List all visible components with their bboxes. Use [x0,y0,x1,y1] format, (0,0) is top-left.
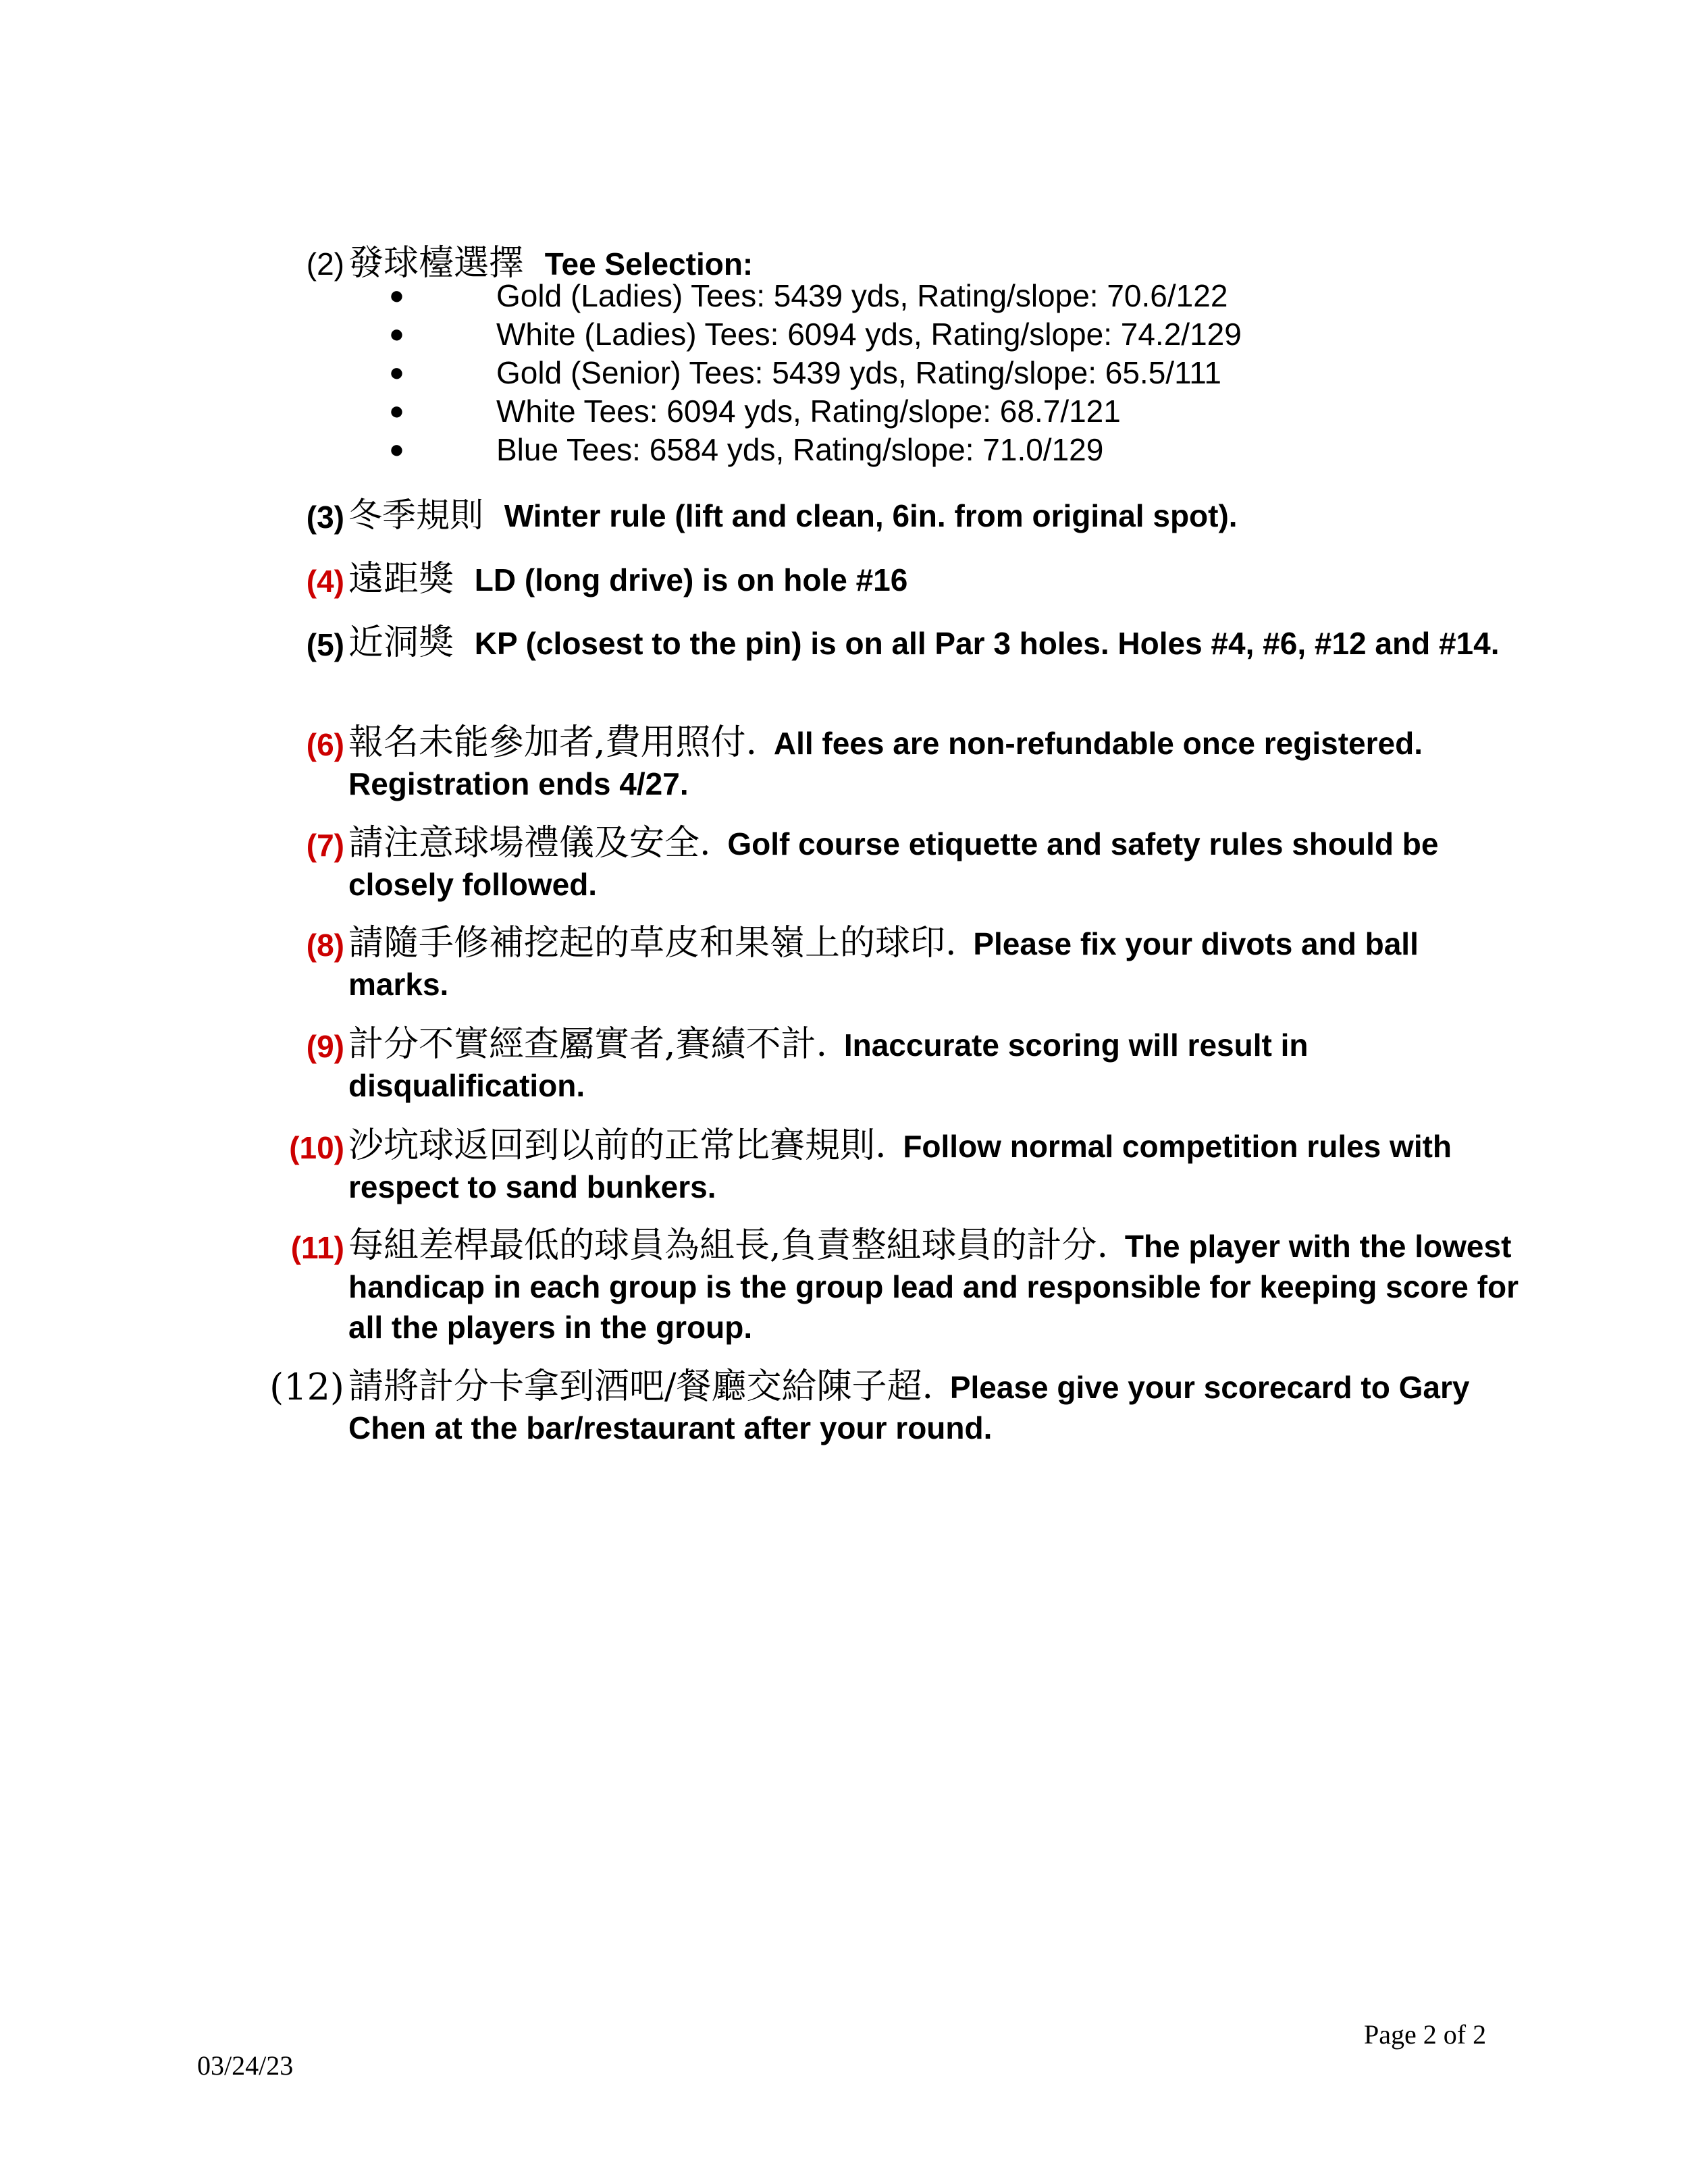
bullet-icon: ● [389,320,404,348]
item-chinese-text: 請將計分卡拿到酒吧/餐廳交給陳子超. [348,1366,934,1407]
tee-entry: Gold (Senior) Tees: 5439 yds, Rating/slope: 65.5/111 [496,355,1221,390]
item-english-text: Tee Selection: [544,246,754,282]
item-body [348,923,1523,1005]
item-number: (2) [306,246,344,282]
item-number: (7) [306,828,344,863]
item-english-text: Follow normal competition rules with respect to sand bunkers. [348,1129,1452,1204]
document-date: 03/24/23 [197,2050,294,2081]
item-chinese-text: 近洞獎 [348,622,454,663]
list-item [389,392,1404,431]
item-chinese-text: 報名未能參加者,費用照付. [348,722,758,763]
item-number: (8) [306,928,344,963]
bullet-icon: ● [389,435,404,464]
item-chinese-text: 請隨手修補挖起的草皮和果嶺上的球印. [348,923,957,963]
item-english-text: KP (closest to the pin) is on all Par 3 holes. Holes #4, #6, #12 and #14. [474,626,1500,661]
item-number: (12) [269,1366,344,1408]
item-chinese-text: 遠距獎 [348,559,454,600]
bullet-icon: ● [389,282,404,310]
item-body [348,1125,1523,1207]
item-chinese-text: 每組差桿最低的球員為組長,負責整組球員的計分. [348,1225,1109,1266]
item-number: (11) [290,1230,344,1265]
item-english-text: All fees are non-refundable once registered. Registration ends 4/27. [348,726,1423,801]
item-english-text: Golf course etiquette and safety rules should be closely followed. [348,826,1439,902]
item-number: (5) [306,627,344,662]
item-english-text: The player with the lowest handicap in each group is the group lead and responsible for keeping score for all the players in the group. [348,1229,1519,1345]
bullet-icon: ● [389,397,404,425]
item-chinese-text: 計分不實經查屬實者,賽績不計. [348,1024,828,1065]
item-english-text: Please give your scorecard to Gary Chen at the bar/restaurant after your round. [348,1370,1470,1445]
tee-entry: Blue Tees: 6584 yds, Rating/slope: 71.0/129 [496,432,1104,467]
item-number: (4) [306,564,344,599]
item-body [348,1024,1523,1106]
item-english-text: LD (long drive) is on hole #16 [474,562,908,597]
item-body [348,823,1523,905]
item-english-text: Winter rule (lift and clean, 6in. from original spot). [504,498,1238,533]
item-chinese-text: 冬季規則 [348,496,483,535]
item-english-text: Please fix your divots and ball marks. [348,926,1419,1002]
item-body [348,1366,1523,1448]
item-number: (6) [306,727,344,762]
item-number: (10) [289,1130,344,1165]
bullet-icon: ● [389,358,404,387]
item-chinese-text: 發球檯選擇 [348,243,525,284]
page-number: Page 2 of 2 [1364,2019,1487,2050]
list-item [389,354,1404,392]
item-number: (9) [306,1029,344,1064]
list-item [389,315,1404,354]
item-number: (3) [306,500,344,535]
item-english-text: Inaccurate scoring will result in disqualification. [348,1028,1309,1103]
item-body [348,495,1523,536]
tee-entry: Gold (Ladies) Tees: 5439 yds, Rating/slope: 70.6/122 [496,278,1228,313]
item-chinese-text: 沙坑球返回到以前的正常比賽規則. [348,1125,887,1166]
item-body [348,622,1523,664]
list-item [389,277,1404,315]
item-body [348,559,1523,600]
item-body [348,1225,1523,1348]
tee-list [389,277,1404,469]
list-item [389,431,1404,469]
item-chinese-text: 請注意球場禮儀及安全. [348,823,711,863]
tee-entry: White (Ladies) Tees: 6094 yds, Rating/slope: 74.2/129 [496,317,1242,352]
tee-entry: White Tees: 6094 yds, Rating/slope: 68.7/121 [496,394,1121,429]
item-body [348,722,1523,804]
